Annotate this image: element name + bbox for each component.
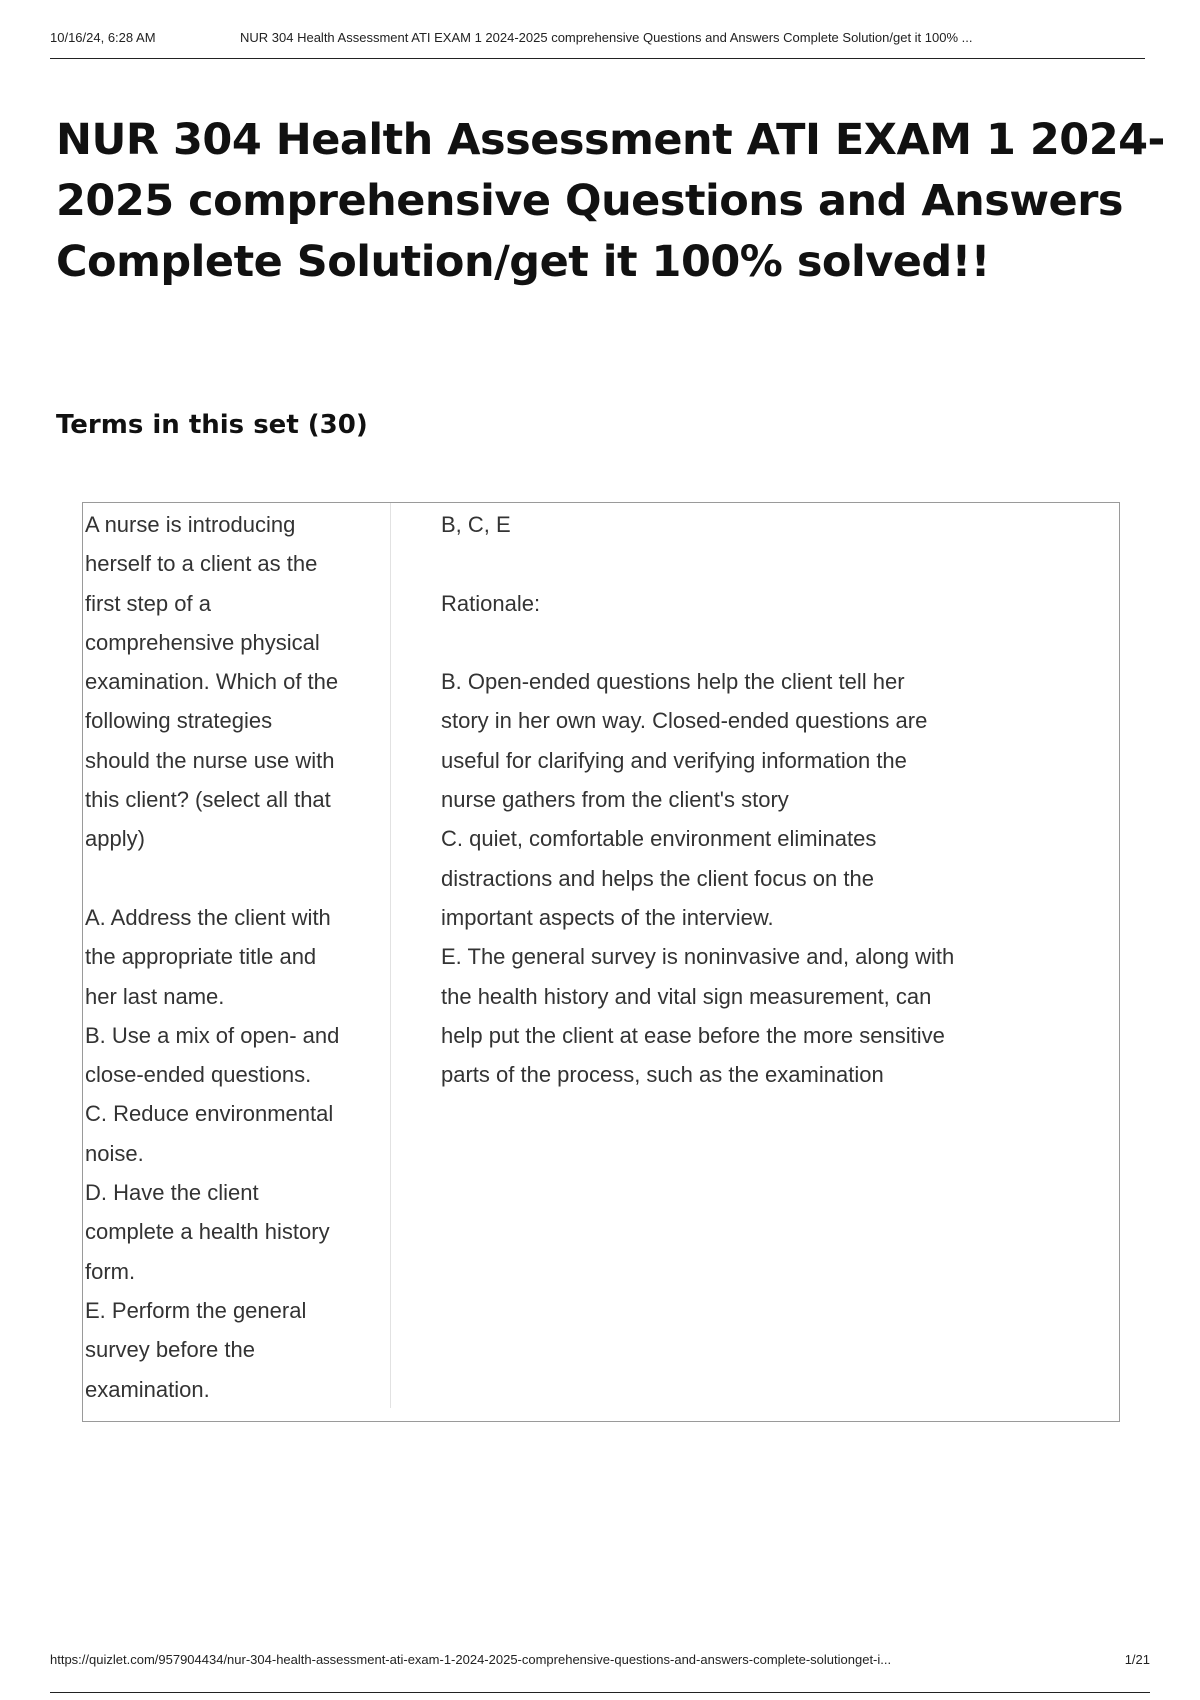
term-line: should the nurse use with [85, 747, 335, 773]
rationale-line: story in her own way. Closed-ended questions are [441, 708, 928, 734]
term-line: apply) [85, 826, 145, 852]
rationale-line: nurse gathers from the client's story [441, 787, 789, 813]
title-line: NUR 304 Health Assessment ATI EXAM 1 2024- [56, 115, 1165, 165]
rationale-line: distractions and helps the client focus on the [441, 865, 874, 891]
terms-count-heading: Terms in this set (30) [56, 410, 368, 440]
term-option-line: A. Address the client with [85, 904, 331, 930]
rationale-line: E. The general survey is noninvasive and, along with [441, 944, 955, 970]
answer-line: B, C, E [441, 512, 511, 537]
term-line: following strategies [85, 708, 273, 734]
term-option-line: D. Have the client [85, 1180, 259, 1206]
term-option-line: C. Reduce environmental [85, 1101, 334, 1127]
flashcard-term [83, 503, 391, 1408]
term-option-line: noise. [85, 1140, 144, 1166]
definition-spacer [441, 544, 1041, 583]
term-option-line: her last name. [85, 983, 225, 1009]
rationale-line: parts of the process, such as the examination [441, 1062, 884, 1088]
source-url: https://quizlet.com/957904434/nur-304-health-assessment-ati-exam-1-2024-2025-comprehensive-questions-and-answers-complete-solutionget-i... [50, 1652, 892, 1667]
flashcard [82, 502, 1120, 1422]
definition-spacer [441, 623, 1041, 662]
rationale-line: the health history and vital sign measurement, can [441, 983, 932, 1009]
term-line: first step of a [85, 590, 211, 616]
print-date: 10/16/24, 6:28 AM [50, 30, 156, 45]
page-number: 1/21 [1124, 1652, 1150, 1667]
term-line: comprehensive physical [85, 629, 320, 655]
flashcard-definition [441, 505, 1041, 1094]
term-option-line: close-ended questions. [85, 1062, 312, 1088]
term-option-line: form. [85, 1258, 136, 1284]
title-line: Complete Solution/get it 100% solved!! [56, 237, 990, 287]
term-option-line: B. Use a mix of open- and [85, 1022, 340, 1048]
rationale-line: C. quiet, comfortable environment eliminates [441, 826, 877, 852]
title-line: 2025 comprehensive Questions and Answers [56, 176, 1124, 226]
rationale-line: B. Open-ended questions help the client tell her [441, 669, 905, 695]
term-spacer [85, 859, 382, 898]
term-option-line: the appropriate title and [85, 944, 317, 970]
term-line: this client? (select all that [85, 787, 331, 813]
term-option-line: examination. [85, 1376, 210, 1402]
term-option-line: E. Perform the general [85, 1297, 307, 1323]
term-option-line: complete a health history [85, 1219, 330, 1245]
rationale-line: help put the client at ease before the more sensitive [441, 1022, 945, 1048]
print-header [50, 30, 1145, 59]
print-page-title: NUR 304 Health Assessment ATI EXAM 1 2024-2025 comprehensive Questions and Answers Complete Solution/get it 100% ... [240, 30, 973, 45]
rationale-line: important aspects of the interview. [441, 904, 774, 930]
term-line: herself to a client as the [85, 551, 318, 577]
print-footer [50, 1652, 1150, 1693]
term-option-line: survey before the [85, 1337, 255, 1363]
rationale-label: Rationale: [441, 590, 541, 616]
rationale-line: useful for clarifying and verifying information the [441, 747, 907, 773]
term-line: examination. Which of the [85, 669, 339, 695]
page-title [56, 110, 1165, 293]
term-line: A nurse is introducing [85, 512, 296, 537]
